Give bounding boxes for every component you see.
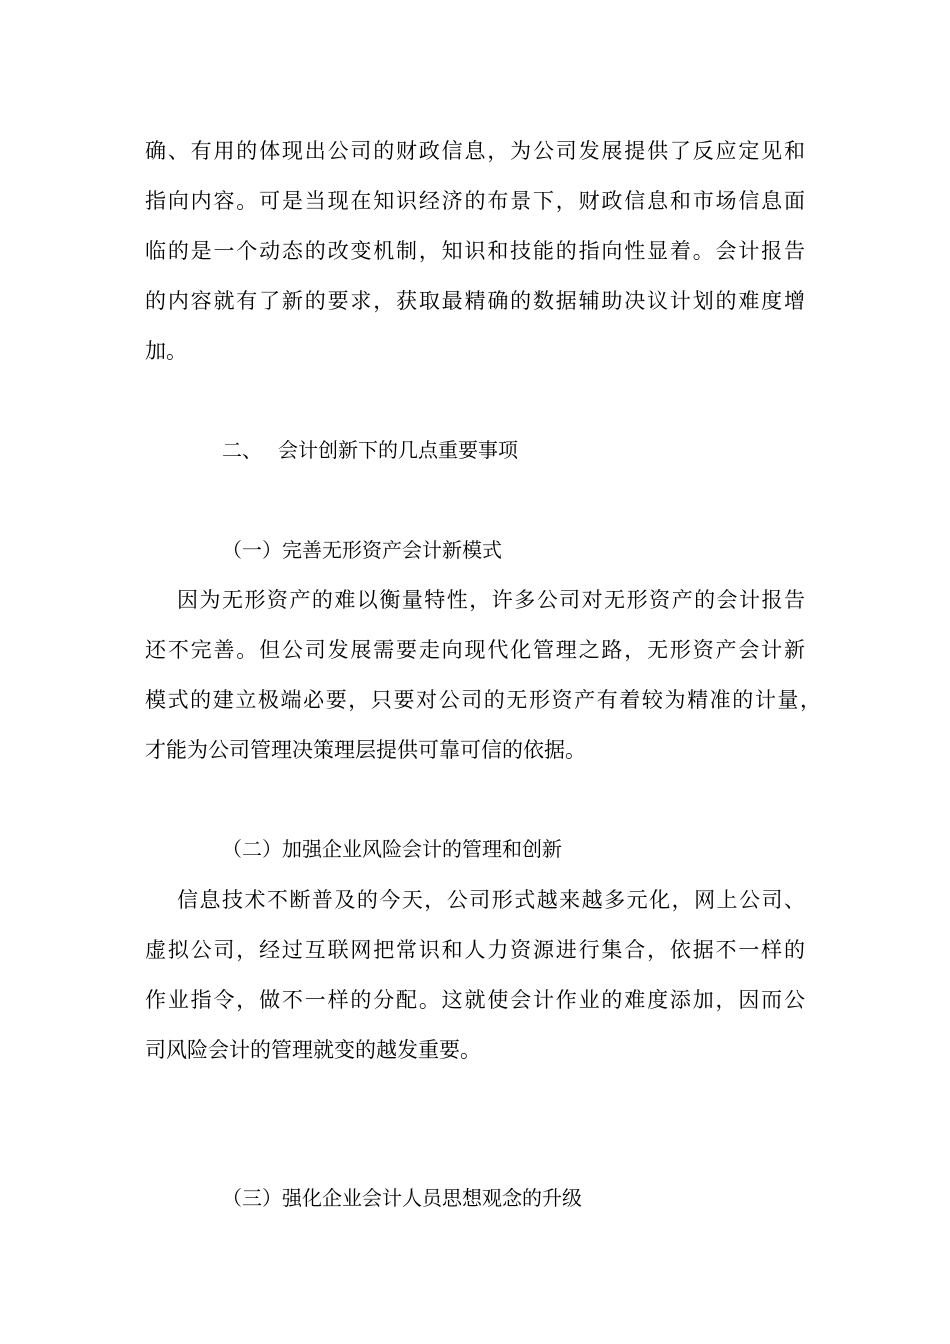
paragraph-line: 的内容就有了新的要求，获取最精确的数据辅助决议计划的难度增 <box>145 289 805 313</box>
subsection-heading: （二）加强企业风险会计的管理和创新 <box>222 837 562 861</box>
paragraph-line: 还不完善。但公司发展需要走向现代化管理之路，无形资产会计新 <box>145 638 805 662</box>
subsection-heading: （一）完善无形资产会计新模式 <box>222 538 502 562</box>
paragraph-line: 因为无形资产的难以衡量特性，许多公司对无形资产的会计报告 <box>177 588 805 612</box>
paragraph-line: 司风险会计的管理就变的越发重要。 <box>145 1038 481 1062</box>
paragraph-line: 才能为公司管理决策理层提供可靠可信的依据。 <box>145 738 586 762</box>
section-heading <box>222 437 518 463</box>
paragraph-line: 确、有用的体现出公司的财政信息，为公司发展提供了反应定见和 <box>145 139 805 163</box>
paragraph-line: 临的是一个动态的改变机制，知识和技能的指向性显着。会计报告 <box>145 239 805 263</box>
section-title: 会计创新下的几点重要事项 <box>278 438 518 462</box>
paragraph-line: 虚拟公司，经过互联网把常识和人力资源进行集合，依据不一样的 <box>145 938 805 962</box>
paragraph-line: 加。 <box>145 339 187 363</box>
paragraph-line: 指向内容。可是当现在知识经济的布景下，财政信息和市场信息面 <box>145 189 805 213</box>
paragraph-line: 信息技术不断普及的今天，公司形式越来越多元化，网上公司、 <box>177 888 805 912</box>
subsection-heading: （三）强化企业会计人员思想观念的升级 <box>222 1186 582 1210</box>
paragraph-line: 作业指令，做不一样的分配。这就使会计作业的难度添加，因而公 <box>145 988 805 1012</box>
section-number: 二、 <box>222 438 262 462</box>
paragraph-line: 模式的建立极端必要，只要对公司的无形资产有着较为精准的计量， <box>145 688 821 712</box>
